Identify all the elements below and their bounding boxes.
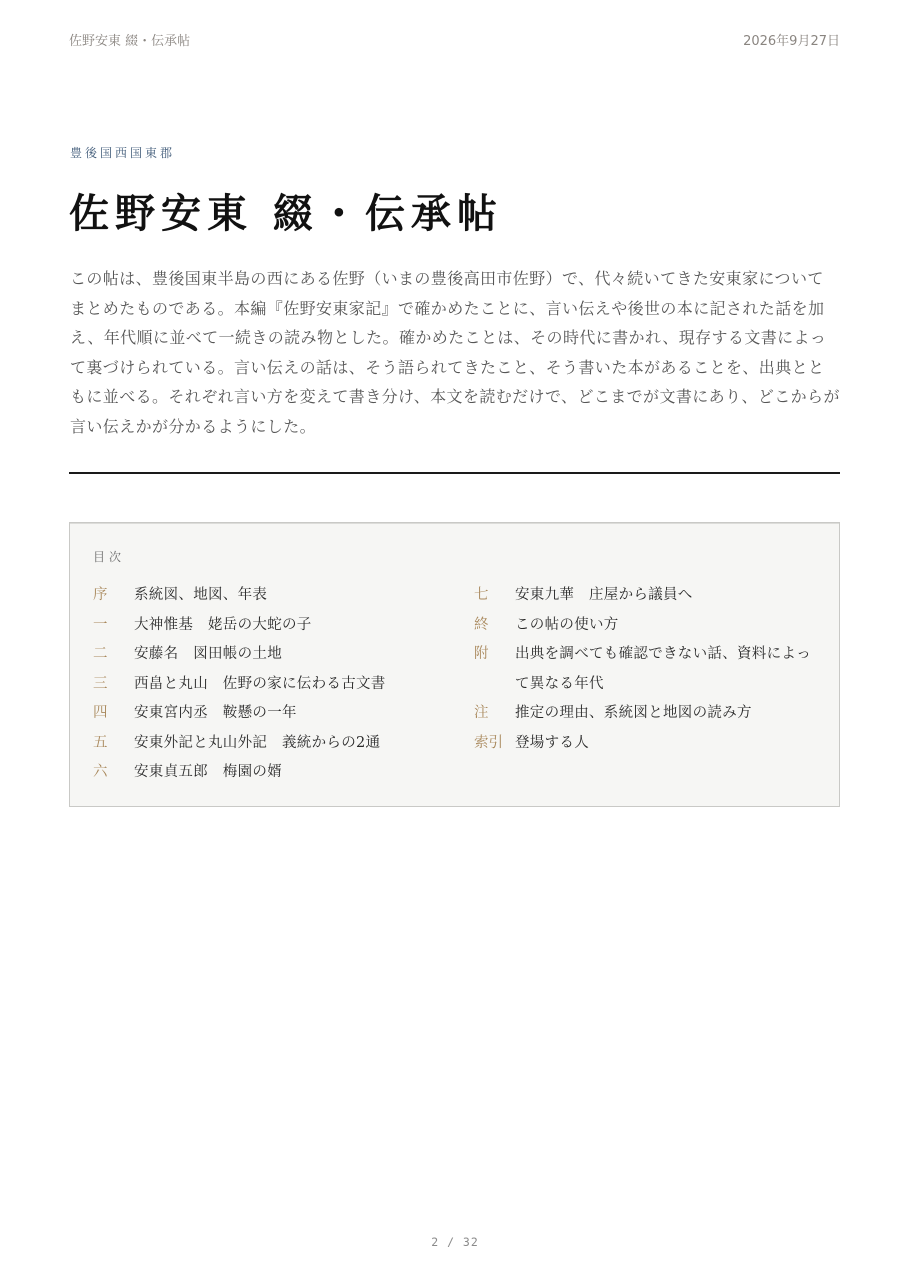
- toc-item-text: 出典を調べても確認できない話、資料によって異なる年代: [515, 646, 811, 692]
- toc-item-text: 系統図、地図、年表: [134, 587, 268, 603]
- page-title: 佐野安東 綴・伝承帖: [69, 190, 503, 237]
- toc-item-mark: 二: [93, 646, 108, 662]
- toc-item-text: 大神惟基 姥岳の大蛇の子: [134, 616, 312, 633]
- toc-item[interactable]: [474, 699, 824, 729]
- intro-paragraph: この帖は、豊後国東半島の西にある佐野（いまの豊後高田市佐野）で、代々続いてきた安東家についてまとめたものである。本編『佐野安東家記』で確かめたことに、言い伝えや後世の本に記された話を加え、年代順に並べて一続きの読み物とした。確かめたことは、その時代に書かれ、現存する文書によって裏づけられている。言い伝えの話は、そう語られてきたこと、そう書いた本があることを、出典とともに並べる。それぞれ言い方を変えて書き分け、本文を読むだけで、どこまでが文書にあり、どこからが言い伝えかが分かるようにした。: [70, 269, 840, 436]
- toc-heading: 目次: [93, 550, 126, 564]
- toc-item[interactable]: [93, 729, 443, 759]
- toc-item-mark: 三: [93, 675, 108, 692]
- table-of-contents: [69, 522, 840, 807]
- toc-item-mark: 七: [474, 587, 489, 603]
- toc-item-mark: 附: [474, 646, 489, 662]
- section-divider: [69, 472, 840, 474]
- toc-item-mark: 序: [93, 587, 108, 603]
- toc-item-text: 安藤名 図田帳の土地: [134, 646, 282, 662]
- toc-item-mark: 索引: [474, 734, 503, 751]
- toc-item[interactable]: [93, 758, 443, 788]
- toc-item-mark: 終: [474, 616, 489, 633]
- toc-column-left: [93, 581, 443, 788]
- toc-item-text: 安東貞五郎 梅園の婿: [134, 764, 282, 780]
- toc-item-mark: 六: [93, 764, 108, 780]
- toc-item[interactable]: [474, 729, 824, 759]
- toc-item-text: 推定の理由、系統図と地図の読み方: [515, 705, 752, 721]
- toc-item-mark: 注: [474, 705, 489, 721]
- toc-item[interactable]: [93, 640, 443, 670]
- running-title: 佐野安東 綴・伝承帖: [69, 33, 191, 49]
- toc-item[interactable]: [93, 581, 443, 611]
- toc-item-text: 登場する人: [515, 734, 589, 751]
- toc-item-mark: 一: [93, 616, 108, 633]
- toc-item[interactable]: [93, 670, 443, 700]
- running-header: [69, 30, 840, 48]
- toc-item-mark: 五: [93, 734, 108, 751]
- toc-item-text: 安東宮内丞 鞍懸の一年: [134, 705, 297, 721]
- toc-item-text: この帖の使い方: [515, 616, 619, 633]
- toc-item-text: 西畠と丸山 佐野の家に伝わる古文書: [134, 675, 386, 692]
- toc-item[interactable]: [93, 611, 443, 641]
- header-date: 2026年9月27日: [743, 33, 840, 49]
- toc-item[interactable]: [474, 581, 824, 611]
- toc-item-text: 安東外記と丸山外記 義統からの2通: [134, 734, 381, 751]
- toc-item-text: 安東九華 庄屋から議員へ: [515, 587, 693, 603]
- toc-item[interactable]: [93, 699, 443, 729]
- toc-column-right: [474, 581, 824, 758]
- toc-item[interactable]: [474, 640, 824, 699]
- toc-item[interactable]: [474, 611, 824, 641]
- toc-item-mark: 四: [93, 705, 108, 721]
- page-number: 2 / 32: [431, 1235, 479, 1249]
- region-label: 豊後国西国東郡: [70, 146, 176, 160]
